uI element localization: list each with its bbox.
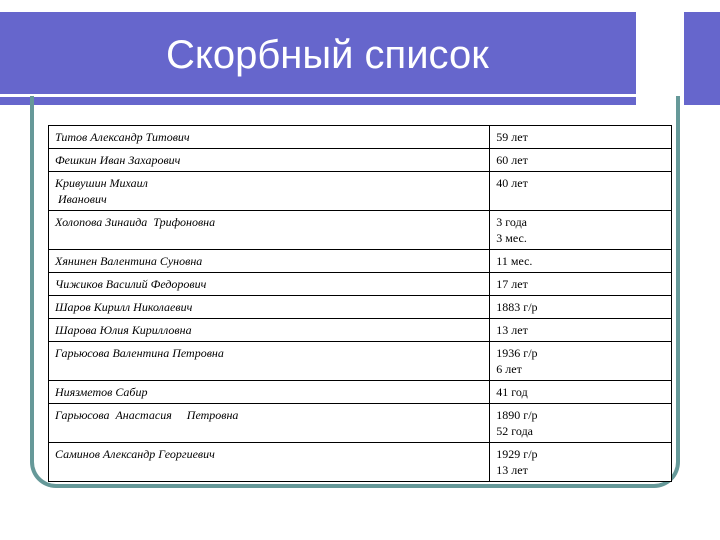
age-line: 13 лет xyxy=(496,323,528,337)
age-line: 6 лет xyxy=(496,362,522,376)
person-name-line: Саминов Александр Георгиевич xyxy=(55,447,215,461)
age-line: 40 лет xyxy=(496,176,528,190)
age-cell xyxy=(490,443,672,482)
age-line: 17 лет xyxy=(496,277,528,291)
person-name-line: Чижиков Василий Федорович xyxy=(55,277,207,291)
person-name-cell xyxy=(49,126,490,149)
person-name-cell xyxy=(49,172,490,211)
table-row xyxy=(49,319,672,342)
table-row xyxy=(49,404,672,443)
age-cell xyxy=(490,126,672,149)
person-name-cell xyxy=(49,250,490,273)
age-line: 1890 г/р xyxy=(496,408,538,422)
person-name-cell xyxy=(49,149,490,172)
table-row xyxy=(49,296,672,319)
age-line: 60 лет xyxy=(496,153,528,167)
age-cell xyxy=(490,149,672,172)
header-band-right xyxy=(684,12,720,105)
person-name-cell xyxy=(49,296,490,319)
age-line: 52 года xyxy=(496,424,534,438)
age-line: 3 года xyxy=(496,215,528,229)
person-name-cell xyxy=(49,342,490,381)
age-line: 1936 г/р xyxy=(496,346,538,360)
age-cell xyxy=(490,342,672,381)
slide-title: Скорбный список xyxy=(166,33,489,77)
memorial-table xyxy=(48,125,672,482)
table-row xyxy=(49,381,672,404)
person-name-line: Титов Александр Титович xyxy=(55,130,190,144)
table-row xyxy=(49,149,672,172)
person-name-cell xyxy=(49,273,490,296)
person-name-line: Шаров Кирилл Николаевич xyxy=(55,300,193,314)
age-line: 1883 г/р xyxy=(496,300,538,314)
person-name-line: Иванович xyxy=(55,192,107,206)
table-row xyxy=(49,126,672,149)
table-row xyxy=(49,273,672,296)
header-gap xyxy=(636,12,684,105)
age-line: 1929 г/р xyxy=(496,447,538,461)
age-cell xyxy=(490,381,672,404)
age-cell xyxy=(490,296,672,319)
age-line: 41 год xyxy=(496,385,528,399)
age-cell xyxy=(490,172,672,211)
table-row xyxy=(49,443,672,482)
age-line: 13 лет xyxy=(496,463,528,477)
person-name-line: Ниязметов Сабир xyxy=(55,385,148,399)
age-line: 11 мес. xyxy=(496,254,533,268)
person-name-cell xyxy=(49,443,490,482)
age-cell xyxy=(490,211,672,250)
table-row xyxy=(49,172,672,211)
person-name-cell xyxy=(49,381,490,404)
age-line: 3 мес. xyxy=(496,231,527,245)
person-name-line: Хянинен Валентина Суновна xyxy=(55,254,203,268)
table-row xyxy=(49,211,672,250)
person-name-line: Гарьюсова Анастасия Петровна xyxy=(55,408,239,422)
person-name-cell xyxy=(49,404,490,443)
age-cell xyxy=(490,319,672,342)
person-name-line: Кривушин Михаил xyxy=(55,176,148,190)
age-cell xyxy=(490,250,672,273)
table-row xyxy=(49,250,672,273)
person-name-line: Фешкин Иван Захарович xyxy=(55,153,181,167)
age-cell xyxy=(490,273,672,296)
person-name-line: Гарьюсова Валентина Петровна xyxy=(55,346,224,360)
person-name-cell xyxy=(49,211,490,250)
person-name-line: Холопова Зинаида Трифоновна xyxy=(55,215,216,229)
header-underline xyxy=(0,94,636,97)
table-row xyxy=(49,342,672,381)
person-name-line: Шарова Юлия Кирилловна xyxy=(55,323,192,337)
person-name-cell xyxy=(49,319,490,342)
age-line: 59 лет xyxy=(496,130,528,144)
age-cell xyxy=(490,404,672,443)
